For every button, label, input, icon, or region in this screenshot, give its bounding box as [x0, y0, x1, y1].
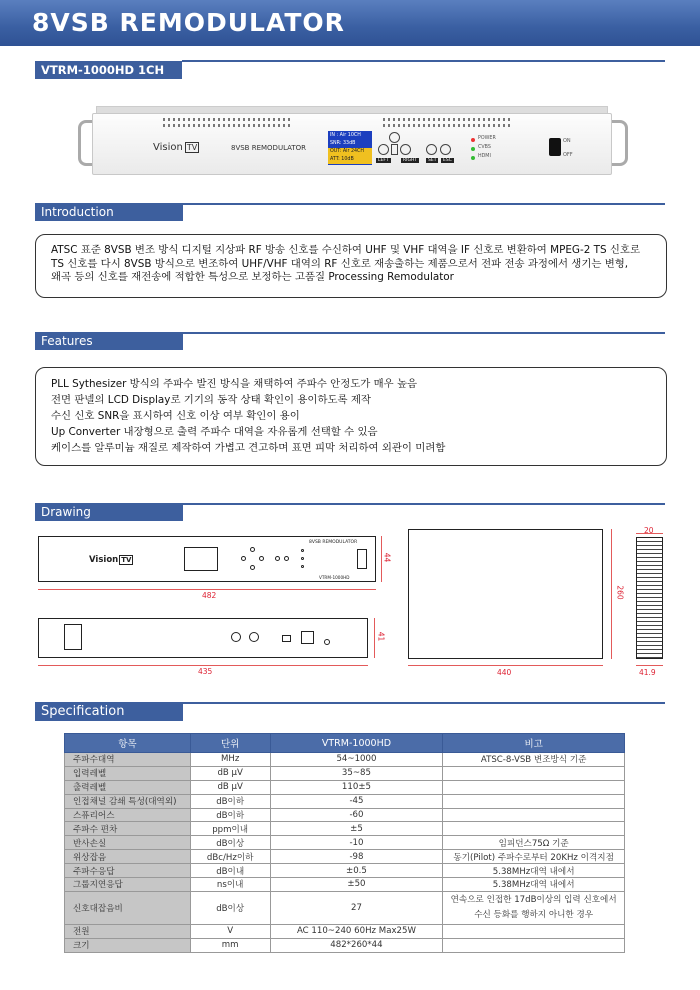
spec-row: [65, 766, 625, 780]
drawing-led: [301, 565, 304, 568]
spec-note: 동기(Pilot) 주파수로부터 20KHz 이격지점: [443, 850, 625, 864]
model-label: VTRM-1000HD 1CH: [35, 61, 182, 79]
spec-note: ATSC-8-VSB 변조방식 기준: [443, 753, 625, 767]
feature-item: Up Converter 내장형으로 출력 주파수 대역을 자유롭게 선택할 수 있음: [51, 426, 378, 438]
spec-unit: dB μV: [190, 780, 270, 794]
spec-row: [65, 808, 625, 822]
features-heading: Features: [35, 332, 183, 350]
dim-rear-height: 41: [376, 631, 386, 642]
spec-row: [65, 780, 625, 794]
spec-unit: mm: [190, 938, 270, 952]
dim-side-top: 20: [644, 526, 654, 535]
spec-note: [443, 794, 625, 808]
dim-front-height: 44: [382, 552, 392, 563]
spec-note: [443, 822, 625, 836]
spec-value: 54~1000: [270, 753, 443, 767]
drawing-brand-logo: Vision TV: [89, 555, 132, 565]
dim-front-width: 482: [202, 591, 217, 600]
spec-item: 인접채널 감쇄 특성(대역외): [65, 794, 191, 808]
features-heading-line: [183, 332, 665, 334]
intro-line: TS 신호를 다시 8VSB 방식으로 변조하여 UHF/VHF 대역의 RF 신호로 재송출하는 제품으로서 전파 전송 과정에서 생기는 변형,: [51, 257, 629, 270]
brand-logo: Vision TV: [153, 142, 198, 153]
spec-row: [65, 864, 625, 878]
spec-note: [443, 780, 625, 794]
drawing-front-model: VTRM-1000HD: [319, 575, 350, 580]
dim-side-bottom: 41.9: [639, 668, 656, 677]
drawing-led: [301, 549, 304, 552]
spec-value: 35~85: [270, 766, 443, 780]
spec-item: 위상잡음: [65, 850, 191, 864]
spec-header-model: VTRM-1000HD: [270, 734, 443, 753]
intro-line: ATSC 표준 8VSB 변조 방식 디지털 지상파 RF 방송 신호를 수신하여 UHF 및 VHF 대역을 IF 신호로 변환하여 MPEG-2 TS 신호로: [51, 244, 640, 256]
introduction-heading: Introduction: [35, 203, 183, 221]
spec-note: [443, 938, 625, 952]
spec-item: 출력레벨: [65, 780, 191, 794]
spec-item: 주파수응답: [65, 864, 191, 878]
drawing-button-right: [259, 556, 264, 561]
rack-handle-right: [610, 120, 628, 166]
drawing-button-set: [275, 556, 280, 561]
spec-value: -10: [270, 836, 443, 850]
spec-item: 입력레벨: [65, 766, 191, 780]
spec-header-unit: 단위: [190, 734, 270, 753]
switch-on-label: ON: [563, 138, 571, 144]
dim-top-width: 440: [497, 668, 512, 677]
spec-row: [65, 794, 625, 808]
spec-value: ±5: [270, 822, 443, 836]
spec-note: 5.38MHz대역 내에서: [443, 878, 625, 892]
drawing-rear-panel: [64, 624, 82, 650]
drawing-rear-port: [282, 635, 291, 642]
esc-button-label: ESC: [443, 158, 452, 163]
spec-item: 스퓨리어스: [65, 808, 191, 822]
spec-unit: dB이내: [190, 864, 270, 878]
spec-item: 크기: [65, 938, 191, 952]
dim-top-depth: 260: [615, 585, 625, 600]
spec-value: -98: [270, 850, 443, 864]
drawing-led: [301, 557, 304, 560]
intro-line: 왜곡 등의 신호를 재전송에 적합한 특성으로 보정하는 고품질 Processing Remodulator: [51, 271, 454, 283]
dimension-line: [38, 665, 368, 666]
spec-table-header-row: [65, 734, 625, 753]
spec-unit: ppm이내: [190, 822, 270, 836]
spec-value: -60: [270, 808, 443, 822]
spec-unit: dB이하: [190, 808, 270, 822]
vent-slots: [163, 118, 293, 121]
drawing-front-title: 8VSB REMODULATOR: [309, 540, 358, 545]
drawing-rear-ground: [324, 639, 330, 645]
power-led-icon: [471, 138, 475, 142]
spec-note: 연속으로 인접한 17dB이상의 입력 신호에서 수신 등화를 행하지 아니한 경우: [443, 891, 625, 924]
spec-unit: dB이상: [190, 836, 270, 850]
spec-note: 임피던스75Ω 기준: [443, 836, 625, 850]
device-name-label: 8VSB REMODULATOR: [231, 144, 307, 152]
dimension-line: [38, 589, 376, 590]
spec-unit: V: [190, 924, 270, 938]
drawing-button-up: [250, 547, 255, 552]
dimension-line: [374, 618, 375, 658]
spec-row: [65, 938, 625, 952]
spec-value: AC 110~240 60Hz Max25W: [270, 924, 443, 938]
switch-off-label: OFF: [563, 152, 573, 158]
right-button-label: RIGHT: [403, 158, 418, 163]
spec-item: 반사손실: [65, 836, 191, 850]
spec-note: [443, 924, 625, 938]
feature-item: 수신 신호 SNR을 표시하여 신호 이상 여부 확인이 용이: [51, 410, 300, 422]
spec-header-item: 항목: [65, 734, 191, 753]
drawing-button-esc: [284, 556, 289, 561]
spec-row: [65, 753, 625, 767]
spec-unit: dB이상: [190, 891, 270, 924]
feature-item: 전면 판넬의 LCD Display로 기기의 동작 상태 확인이 용이하도록 제작: [51, 394, 371, 406]
dim-rear-width: 435: [198, 667, 213, 676]
dimension-line: [408, 665, 603, 666]
spec-value: 27: [270, 891, 443, 924]
features-box: [35, 367, 667, 466]
spec-note: [443, 766, 625, 780]
cvbs-led-label: CVBS: [478, 145, 491, 150]
vent-slots: [383, 124, 513, 127]
drawing-rear-view: [38, 618, 368, 658]
spec-unit: ns이내: [190, 878, 270, 892]
vent-slots: [383, 118, 513, 121]
model-label-line: [182, 60, 665, 62]
spec-item: 주파수대역: [65, 753, 191, 767]
spec-unit: dBc/Hz이하: [190, 850, 270, 864]
spec-note: [443, 808, 625, 822]
spec-item: 신호대잡음비: [65, 891, 191, 924]
vent-slots: [163, 124, 293, 127]
drawing-button-down: [250, 565, 255, 570]
spec-item: 주파수 편차: [65, 822, 191, 836]
spec-note: 5.38MHz대역 내에서: [443, 864, 625, 878]
drawing-top-view: [408, 529, 603, 659]
spec-row: [65, 850, 625, 864]
drawing-heading: Drawing: [35, 503, 183, 521]
set-button-label: SET: [428, 158, 437, 163]
esc-button[interactable]: [440, 144, 451, 155]
spec-value: 110±5: [270, 780, 443, 794]
introduction-heading-line: [183, 203, 665, 205]
spec-row: [65, 891, 625, 924]
device-front-panel: [92, 113, 612, 175]
drawing-button-left: [241, 556, 246, 561]
cvbs-led-icon: [471, 147, 475, 151]
spec-row: [65, 924, 625, 938]
drawing-rear-power-inlet: [301, 631, 314, 644]
spec-value: ±0.5: [270, 864, 443, 878]
set-button[interactable]: [426, 144, 437, 155]
drawing-rear-connector: [231, 632, 241, 642]
spec-value: ±50: [270, 878, 443, 892]
power-switch[interactable]: [549, 138, 561, 156]
center-button[interactable]: [391, 144, 398, 155]
drawing-front-view: [38, 536, 376, 582]
spec-row: [65, 822, 625, 836]
drawing-rear-connector: [249, 632, 259, 642]
spec-header-note: 비고: [443, 734, 625, 753]
spec-unit: dB이하: [190, 794, 270, 808]
specification-heading-line: [183, 702, 665, 704]
spec-row: [65, 878, 625, 892]
left-button-label: LEFT: [378, 158, 389, 163]
drawing-side-view: [636, 537, 663, 659]
spec-value: -45: [270, 794, 443, 808]
spec-table: [64, 733, 625, 953]
specification-heading: Specification: [35, 702, 183, 721]
lcd-display: IN : Air 10CH SNR: 33dB OUT: Air 24CH ATT: 10dB: [328, 131, 372, 165]
right-button[interactable]: [400, 144, 411, 155]
spec-item: 그룹지연응답: [65, 878, 191, 892]
feature-item: PLL Sythesizer 방식의 주파수 발진 방식을 채택하여 주파수 안정도가 매우 높음: [51, 378, 418, 390]
spec-unit: dB μV: [190, 766, 270, 780]
hdmi-led-label: HDMI: [478, 154, 491, 159]
hdmi-led-icon: [471, 156, 475, 160]
drawing-switch: [357, 549, 367, 569]
power-led-label: POWER: [478, 136, 496, 141]
dimension-line: [636, 665, 663, 666]
spec-item: 전원: [65, 924, 191, 938]
feature-item: 케이스를 알루미늄 재질로 제작하여 가볍고 견고하며 표면 피막 처리하여 외관이 미려함: [51, 442, 446, 454]
spec-row: [65, 836, 625, 850]
page-title: 8VSB REMODULATOR: [32, 8, 345, 37]
dimension-line: [611, 529, 612, 659]
spec-unit: MHz: [190, 753, 270, 767]
up-button[interactable]: [389, 132, 400, 143]
introduction-box: [35, 234, 667, 298]
drawing-lcd-outline: [184, 547, 218, 571]
drawing-heading-line: [183, 503, 665, 505]
spec-value: 482*260*44: [270, 938, 443, 952]
left-button[interactable]: [378, 144, 389, 155]
